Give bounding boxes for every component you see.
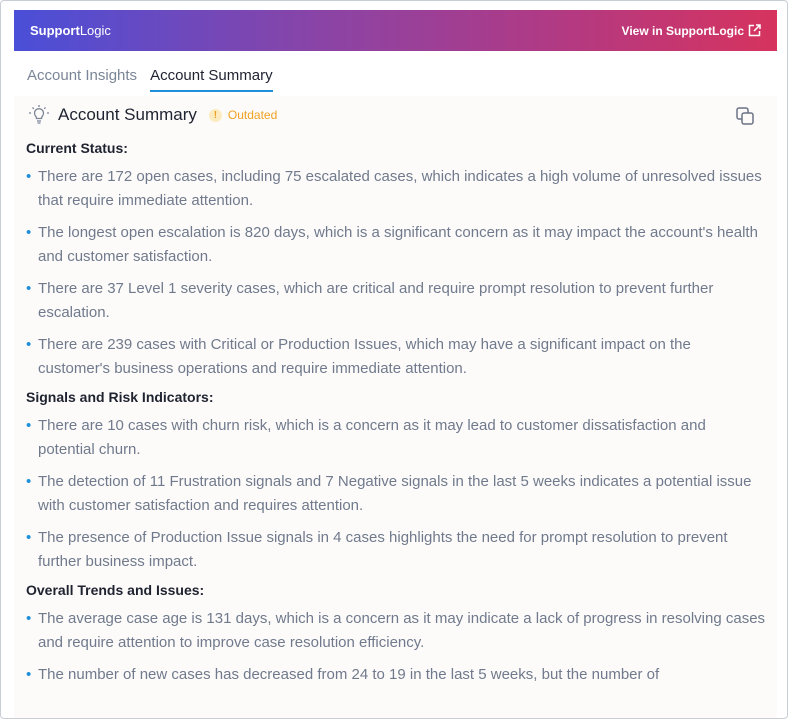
logo-bold: Support (30, 23, 80, 38)
copy-button[interactable] (735, 106, 755, 131)
outdated-badge (209, 108, 277, 122)
list-item: • The number of new cases has decreased from 24 to 19 in the last 5 weeks, but the number of (26, 663, 766, 687)
list-item: • The average case age is 131 days, which is a concern as it may indicate a lack of progress in resolving cases and require attention to improve case resolution efficiency. (26, 607, 766, 655)
summary-panel (14, 96, 777, 719)
summary-body (26, 140, 766, 695)
view-link-label: View in SupportLogic (621, 23, 744, 38)
view-in-supportlogic-link[interactable] (622, 24, 761, 38)
section-heading: Signals and Risk Indicators: (26, 389, 214, 405)
list-item: • There are 10 cases with churn risk, which is a concern as it may lead to customer dissatisfaction and potential churn. (26, 414, 766, 462)
supportlogic-logo (30, 23, 111, 38)
list-item: • The detection of 11 Frustration signals and 7 Negative signals in the last 5 weeks indicates a potential issue with customer satisfaction and requires attention. (26, 470, 766, 518)
section-heading: Overall Trends and Issues: (26, 582, 205, 598)
logo-light: Logic (79, 23, 111, 38)
summary-title-row (28, 104, 277, 126)
bullet-list (26, 414, 766, 574)
external-link-icon (748, 24, 761, 37)
header-bar (14, 10, 777, 51)
warning-icon: ! (209, 109, 222, 122)
tab-account-insights[interactable]: Account Insights (27, 67, 138, 84)
bullet-list (26, 165, 766, 381)
list-item: • The presence of Production Issue signals in 4 cases highlights the need for prompt resolution to prevent further business impact. (26, 526, 766, 574)
list-item: • There are 37 Level 1 severity cases, which are critical and require prompt resolution to prevent further escalation. (26, 277, 766, 325)
section-heading: Current Status: (26, 140, 128, 156)
list-item: • There are 172 open cases, including 75 escalated cases, which indicates a high volume of unresolved issues that require immediate attention. (26, 165, 766, 213)
summary-title: Account Summary (58, 105, 197, 124)
copy-icon (735, 106, 755, 126)
bullet-list (26, 607, 766, 687)
list-item: • The longest open escalation is 820 days, which is a significant concern as it may impact the account's health and customer satisfaction. (26, 221, 766, 269)
tab-bar (27, 67, 273, 92)
lightbulb-icon (28, 104, 50, 126)
badge-label: Outdated (227, 108, 278, 122)
list-item: • There are 239 cases with Critical or Production Issues, which may have a significant impact on the customer's business operations and require immediate attention. (26, 333, 766, 381)
tab-account-summary[interactable]: Account Summary (150, 67, 273, 92)
